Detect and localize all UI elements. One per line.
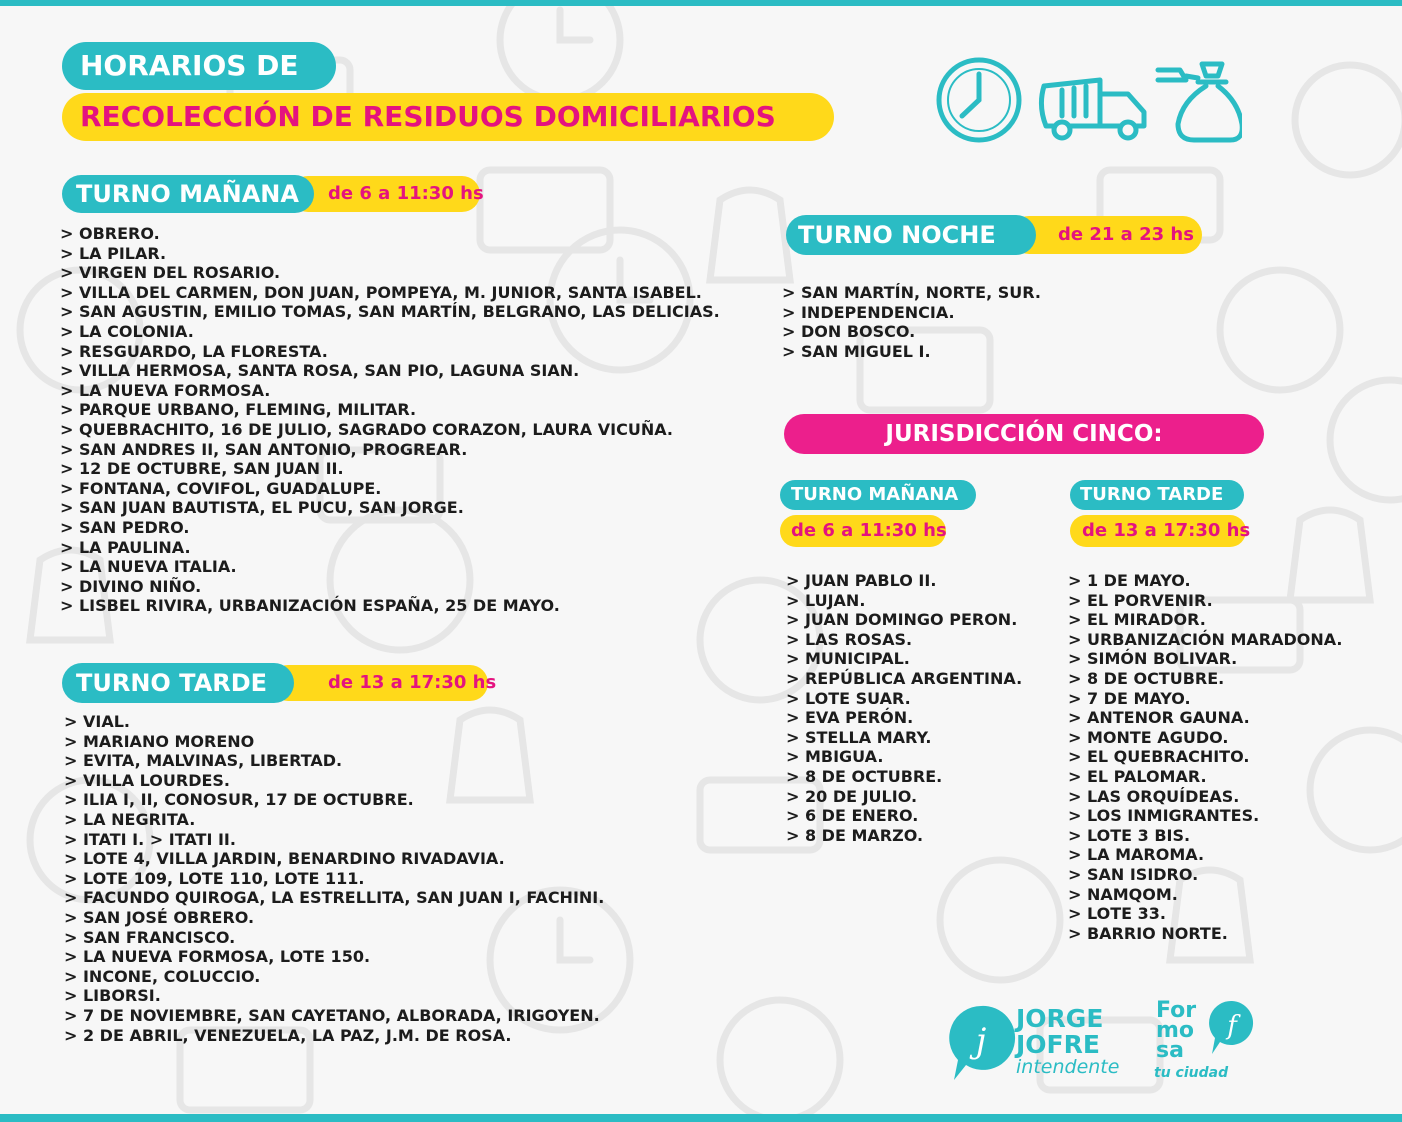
title-line2: RECOLECCIÓN DE RESIDUOS DOMICILIARIOS — [62, 93, 834, 141]
formosa-line4: tu ciudad — [1154, 1065, 1229, 1081]
jj-speech-bubble-icon — [946, 1002, 1016, 1084]
list-item: > VIRGEN DEL ROSARIO. — [60, 263, 281, 283]
list-item: > EVA PERÓN. — [786, 708, 914, 728]
title-line1: HORARIOS DE — [62, 42, 336, 90]
list-item: > LOTE 33. — [1068, 904, 1166, 924]
list-item: > 1 DE MAYO. — [1068, 571, 1191, 590]
formosa-logo — [1154, 998, 1260, 1086]
list-item: > DIVINO NIÑO. — [60, 576, 202, 596]
list-item: > EL PALOMAR. — [1068, 766, 1207, 786]
list-item: > FACUNDO QUIROGA, LA ESTRELLITA, SAN JUAN I, FACHINI. — [64, 888, 605, 908]
list-item: > 12 DE OCTUBRE, SAN JUAN II. — [60, 459, 344, 479]
list-item: > LOS INMIGRANTES. — [1068, 806, 1260, 826]
list-item: > LOTE 3 BIS. — [1068, 825, 1191, 845]
list-item: > LA NUEVA FORMOSA. — [60, 380, 271, 400]
list-item: > 2 DE ABRIL, VENEZUELA, LA PAZ, J.M. DE ROSA. — [64, 1025, 512, 1045]
svg-text:j: j — [975, 1021, 987, 1061]
list-item: > ITATI I. > ITATI II. — [64, 829, 236, 849]
list-item: > STELLA MARY. — [786, 727, 932, 747]
list-item: > VILLA HERMOSA, SANTA ROSA, SAN PIO, LAGUNA SIAN. — [60, 361, 580, 381]
jurisdiccion-tarde-list — [1068, 571, 1343, 943]
jj-line3: intendente — [1016, 1056, 1120, 1078]
turno-noche-list — [782, 283, 1041, 361]
list-item: > 8 DE MARZO. — [786, 825, 924, 845]
garbage-bag-icon — [1158, 64, 1242, 140]
top-accent-bar — [0, 0, 1402, 6]
jurisdiccion-manana-label: TURNO MAÑANA — [780, 480, 976, 510]
turno-noche-label: TURNO NOCHE — [786, 215, 1036, 255]
list-item: > INCONE, COLUCCIO. — [64, 966, 261, 986]
turno-manana-list — [60, 224, 720, 616]
list-item: > 20 DE JULIO. — [786, 786, 918, 806]
turno-tarde-list — [64, 712, 604, 1045]
list-item: > BARRIO NORTE. — [1068, 923, 1228, 943]
list-item: > SAN MARTÍN, NORTE, SUR. — [782, 283, 1041, 302]
list-item: > LA NUEVA ITALIA. — [60, 557, 237, 577]
list-item: > URBANIZACIÓN MARADONA. — [1068, 629, 1343, 649]
list-item: > MARIANO MORENO — [64, 731, 255, 751]
list-item: > LAS ROSAS. — [786, 629, 913, 649]
list-item: > LOTE SUAR. — [786, 688, 911, 708]
list-item: > NAMQOM. — [1068, 884, 1178, 904]
list-item: > VILLA DEL CARMEN, DON JUAN, POMPEYA, M. JUNIOR, SANTA ISABEL. — [60, 282, 702, 302]
list-item: > 7 DE MAYO. — [1068, 688, 1191, 708]
list-item: > DON BOSCO. — [782, 322, 916, 342]
list-item: > SAN JUAN BAUTISTA, EL PUCU, SAN JORGE. — [60, 498, 464, 518]
list-item: > FONTANA, COVIFOL, GUADALUPE. — [60, 478, 382, 498]
list-item: > SAN FRANCISCO. — [64, 927, 236, 947]
list-item: > LA COLONIA. — [60, 321, 194, 341]
list-item: > ANTENOR GAUNA. — [1068, 708, 1250, 728]
list-item: > EL MIRADOR. — [1068, 610, 1206, 630]
jurisdiccion-title: JURISDICCIÓN CINCO: — [784, 414, 1264, 454]
list-item: > VIAL. — [64, 712, 130, 731]
list-item: > 7 DE NOVIEMBRE, SAN CAYETANO, ALBORADA, IRIGOYEN. — [64, 1005, 600, 1025]
bottom-accent-bar — [0, 1114, 1402, 1122]
turno-noche-hours: de 21 a 23 hs — [1010, 216, 1202, 254]
list-item: > MUNICIPAL. — [786, 649, 910, 669]
list-item: > ILIA I, II, CONOSUR, 17 DE OCTUBRE. — [64, 790, 414, 810]
list-item: > RESGUARDO, LA FLORESTA. — [60, 341, 328, 361]
header-icons — [932, 56, 1242, 146]
formosa-bubble-icon — [1206, 998, 1256, 1060]
list-item: > PARQUE URBANO, FLEMING, MILITAR. — [60, 400, 417, 420]
list-item: > LA NUEVA FORMOSA, LOTE 150. — [64, 947, 371, 967]
list-item: > LUJAN. — [786, 590, 866, 610]
svg-text:f: f — [1227, 1011, 1237, 1041]
list-item: > MBIGUA. — [786, 747, 884, 767]
list-item: > JUAN DOMINGO PERON. — [786, 610, 1018, 630]
list-item: > LOTE 4, VILLA JARDIN, BENARDINO RIVADAVIA. — [64, 849, 505, 869]
jurisdiccion-tarde-hours: de 13 a 17:30 hs — [1070, 515, 1246, 547]
list-item: > REPÚBLICA ARGENTINA. — [786, 668, 1023, 688]
list-item: > SAN AGUSTIN, EMILIO TOMAS, SAN MARTÍN, BELGRANO, LAS DELICIAS. — [60, 302, 720, 322]
formosa-line3: sa — [1156, 1038, 1184, 1063]
list-item: > OBRERO. — [60, 224, 160, 243]
list-item: > LA MAROMA. — [1068, 845, 1205, 865]
list-item: > SAN ANDRES II, SAN ANTONIO, PROGREAR. — [60, 439, 468, 459]
list-item: > LOTE 109, LOTE 110, LOTE 111. — [64, 868, 365, 888]
list-item: > 8 DE OCTUBRE. — [1068, 668, 1225, 688]
formosa-line2: mo — [1156, 1018, 1195, 1043]
list-item: > EL QUEBRACHITO. — [1068, 747, 1250, 767]
clock-icon — [939, 60, 1019, 140]
list-item: > LA PILAR. — [60, 243, 167, 263]
list-item: > LA PAULINA. — [60, 537, 191, 557]
jj-line1: JORGE — [1016, 1004, 1104, 1033]
jurisdiccion-manana-hours: de 6 a 11:30 hs — [780, 515, 946, 547]
list-item: > 8 DE OCTUBRE. — [786, 766, 943, 786]
list-item: > SAN ISIDRO. — [1068, 864, 1199, 884]
turno-manana-hours: de 6 a 11:30 hs — [290, 176, 480, 212]
turno-tarde-label: TURNO TARDE — [62, 663, 294, 703]
list-item: > LAS ORQUÍDEAS. — [1068, 786, 1240, 806]
jj-line2: JOFRE — [1016, 1030, 1100, 1059]
list-item: > JUAN PABLO II. — [786, 571, 937, 590]
list-item: > LIBORSI. — [64, 986, 161, 1006]
list-item: > SAN JOSÉ OBRERO. — [64, 907, 255, 927]
jorge-jofre-logo — [946, 1002, 1126, 1084]
list-item: > EL PORVENIR. — [1068, 590, 1213, 610]
list-item: > QUEBRACHITO, 16 DE JULIO, SAGRADO CORAZON, LAURA VICUÑA. — [60, 419, 673, 439]
list-item: > SAN PEDRO. — [60, 517, 190, 537]
jurisdiccion-manana-list — [786, 571, 1022, 845]
list-item: > LA NEGRITA. — [64, 809, 196, 829]
formosa-line1: For — [1156, 998, 1197, 1023]
list-item: > 6 DE ENERO. — [786, 806, 919, 826]
list-item: > EVITA, MALVINAS, LIBERTAD. — [64, 751, 343, 771]
turno-manana-label: TURNO MAÑANA — [62, 175, 314, 213]
garbage-truck-icon — [1041, 80, 1144, 138]
list-item: > LISBEL RIVIRA, URBANIZACIÓN ESPAÑA, 25 DE MAYO. — [60, 596, 560, 616]
list-item: > VILLA LOURDES. — [64, 770, 231, 790]
turno-tarde-hours: de 13 a 17:30 hs — [270, 665, 488, 701]
list-item: > MONTE AGUDO. — [1068, 727, 1229, 747]
jurisdiccion-tarde-label: TURNO TARDE — [1070, 480, 1244, 510]
list-item: > INDEPENDENCIA. — [782, 302, 955, 322]
list-item: > SAN MIGUEL I. — [782, 341, 931, 361]
list-item: > SIMÓN BOLIVAR. — [1068, 649, 1238, 669]
